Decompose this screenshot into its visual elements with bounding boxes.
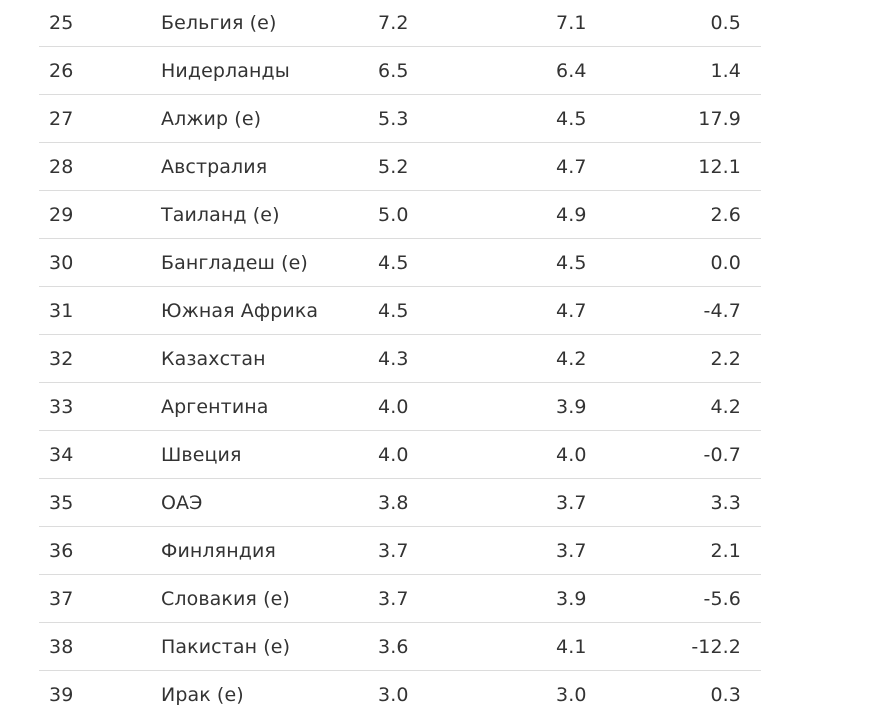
- value-cell-1: 5.3: [378, 107, 409, 130]
- value-cell-2: 3.7: [556, 539, 587, 562]
- change-cell: 17.9: [698, 107, 741, 130]
- table-row: [39, 95, 761, 143]
- value-cell-2: 6.4: [556, 59, 587, 82]
- country-cell: Южная Африка: [161, 299, 319, 322]
- country-cell: Бельгия (e): [161, 11, 277, 34]
- value-cell-1: 4.0: [378, 395, 409, 418]
- value-cell-2: 3.9: [556, 587, 587, 610]
- country-cell: Словакия (e): [161, 587, 290, 610]
- value-cell-2: 4.7: [556, 299, 587, 322]
- rank-cell: 38: [49, 635, 74, 658]
- country-cell: ОАЭ: [161, 491, 203, 514]
- table-row: [39, 527, 761, 575]
- value-cell-1: 7.2: [378, 11, 409, 34]
- rank-cell: 36: [49, 539, 74, 562]
- value-cell-2: 4.5: [556, 251, 587, 274]
- rank-cell: 25: [49, 11, 74, 34]
- rank-cell: 26: [49, 59, 74, 82]
- value-cell-2: 4.1: [556, 635, 587, 658]
- rank-cell: 30: [49, 251, 74, 274]
- table-row: [39, 143, 761, 191]
- value-cell-1: 3.6: [378, 635, 409, 658]
- rank-cell: 37: [49, 587, 74, 610]
- table-row: [39, 335, 761, 383]
- table-row: [39, 623, 761, 671]
- table-row: [39, 431, 761, 479]
- change-cell: 4.2: [710, 395, 741, 418]
- change-cell: -12.2: [691, 635, 741, 658]
- table-row: [39, 0, 761, 47]
- country-cell: Пакистан (e): [161, 635, 291, 658]
- country-cell: Алжир (e): [161, 107, 262, 130]
- country-cell: Ирак (e): [161, 683, 244, 706]
- change-cell: 0.0: [710, 251, 741, 274]
- rank-cell: 34: [49, 443, 74, 466]
- table-row: [39, 575, 761, 623]
- value-cell-1: 5.0: [378, 203, 409, 226]
- change-cell: 2.6: [710, 203, 741, 226]
- value-cell-1: 3.7: [378, 539, 409, 562]
- table-row: [39, 671, 761, 712]
- value-cell-1: 4.3: [378, 347, 409, 370]
- rank-cell: 29: [49, 203, 74, 226]
- table-row: [39, 47, 761, 95]
- change-cell: -0.7: [703, 443, 741, 466]
- rank-cell: 27: [49, 107, 74, 130]
- change-cell: -4.7: [703, 299, 741, 322]
- value-cell-2: 3.9: [556, 395, 587, 418]
- value-cell-1: 3.7: [378, 587, 409, 610]
- country-cell: Таиланд (e): [161, 203, 280, 226]
- value-cell-1: 3.8: [378, 491, 409, 514]
- value-cell-2: 4.9: [556, 203, 587, 226]
- change-cell: 0.3: [710, 683, 741, 706]
- rank-cell: 35: [49, 491, 74, 514]
- value-cell-1: 4.5: [378, 251, 409, 274]
- change-cell: 12.1: [698, 155, 741, 178]
- rank-cell: 31: [49, 299, 74, 322]
- change-cell: 1.4: [710, 59, 741, 82]
- change-cell: -5.6: [703, 587, 741, 610]
- change-cell: 2.1: [710, 539, 741, 562]
- country-cell: Швеция: [161, 443, 242, 466]
- change-cell: 0.5: [710, 11, 741, 34]
- data-table: [39, 0, 761, 712]
- country-cell: Нидерланды: [161, 59, 290, 82]
- country-cell: Бангладеш (e): [161, 251, 308, 274]
- country-cell: Австралия: [161, 155, 268, 178]
- table-row: [39, 287, 761, 335]
- table-row: [39, 383, 761, 431]
- table-row: [39, 239, 761, 287]
- value-cell-2: 3.7: [556, 491, 587, 514]
- value-cell-2: 4.7: [556, 155, 587, 178]
- change-cell: 3.3: [710, 491, 741, 514]
- value-cell-1: 5.2: [378, 155, 409, 178]
- value-cell-1: 3.0: [378, 683, 409, 706]
- change-cell: 2.2: [710, 347, 741, 370]
- country-cell: Аргентина: [161, 395, 269, 418]
- rank-cell: 33: [49, 395, 74, 418]
- value-cell-2: 4.5: [556, 107, 587, 130]
- table-row: [39, 191, 761, 239]
- value-cell-1: 4.5: [378, 299, 409, 322]
- value-cell-2: 7.1: [556, 11, 587, 34]
- value-cell-1: 6.5: [378, 59, 409, 82]
- value-cell-1: 4.0: [378, 443, 409, 466]
- value-cell-2: 3.0: [556, 683, 587, 706]
- rank-cell: 32: [49, 347, 74, 370]
- value-cell-2: 4.2: [556, 347, 587, 370]
- table-row: [39, 479, 761, 527]
- rank-cell: 39: [49, 683, 74, 706]
- value-cell-2: 4.0: [556, 443, 587, 466]
- country-cell: Казахстан: [161, 347, 266, 370]
- country-cell: Финляндия: [161, 539, 276, 562]
- rank-cell: 28: [49, 155, 74, 178]
